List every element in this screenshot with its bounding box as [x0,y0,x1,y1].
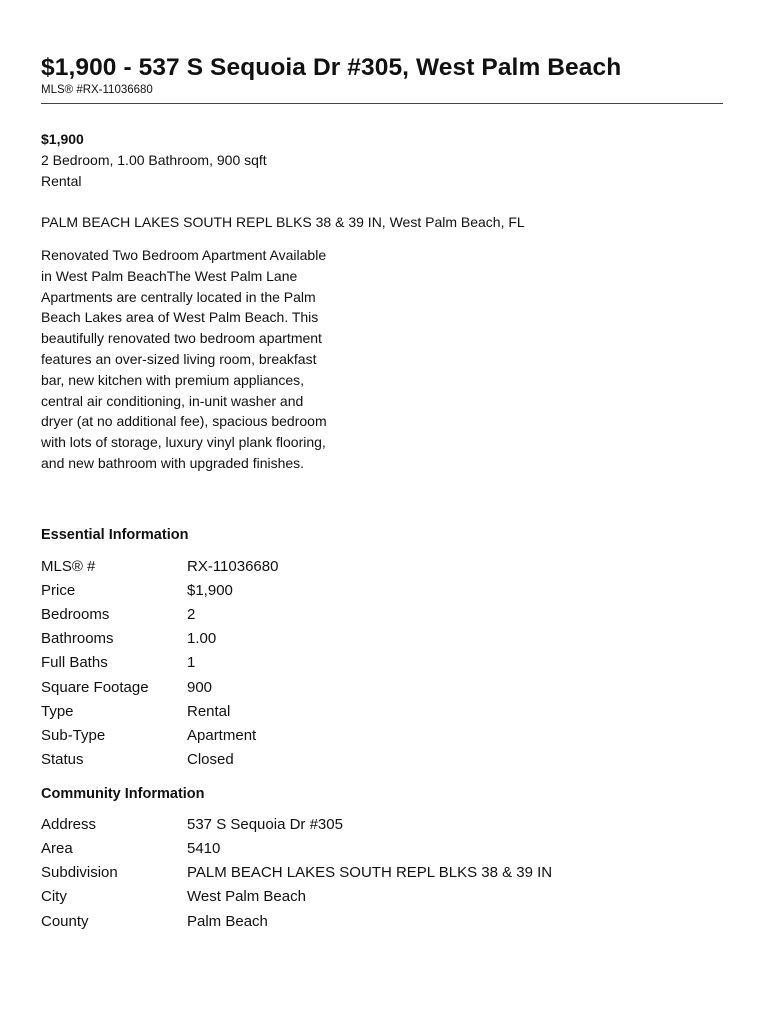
info-label: Price [41,582,76,599]
info-value: Apartment [187,727,257,744]
info-row-status [41,750,723,774]
description-line: central air conditioning, in-unit washer and [41,392,304,409]
info-value: 1 [187,654,196,671]
info-label: Status [41,751,84,768]
description-line: and new bathroom with upgraded finishes. [41,454,305,471]
mls-number-subtitle: MLS® #RX-11036680 [41,84,153,96]
info-value: $1,900 [187,582,233,599]
summary-details: 2 Bedroom, 1.00 Bathroom, 900 sqft [41,152,267,168]
info-label: Sub-Type [41,727,106,744]
description-line: Apartments are centrally located in the Palm [41,288,316,305]
listing-description [41,245,366,474]
info-label: Area [41,840,73,857]
summary-price: $1,900 [41,131,84,147]
info-value: 2 [187,606,196,623]
info-value: Palm Beach [187,913,268,930]
info-row-sub-type [41,726,723,750]
summary-type: Rental [41,173,82,189]
info-value: West Palm Beach [187,888,306,905]
info-row-type [41,702,723,726]
info-label: MLS® # [41,558,96,575]
info-row-subdivision [41,863,723,887]
info-row-bathrooms [41,629,723,653]
page-title: $1,900 - 537 S Sequoia Dr #305, West Palm Beach [41,54,622,81]
info-row-bedrooms [41,605,723,629]
info-value: RX-11036680 [187,558,279,575]
description-line: in West Palm BeachThe West Palm Lane [41,267,298,284]
info-label: Address [41,816,97,833]
info-row-city [41,887,723,911]
essential-info-heading: Essential Information [41,527,189,543]
info-label: Bedrooms [41,606,110,623]
info-value: 537 S Sequoia Dr #305 [187,816,343,833]
info-label: Full Baths [41,654,108,671]
description-line: with lots of storage, luxury vinyl plank flooring, [41,434,326,451]
description-line: dryer (at no additional fee), spacious bedroom [41,413,327,430]
info-label: Square Footage [41,679,149,696]
info-value: 900 [187,679,213,696]
info-label: Subdivision [41,864,118,881]
info-row-county [41,912,723,936]
description-line: Beach Lakes area of West Palm Beach. This [41,309,319,326]
info-value: Rental [187,703,231,720]
community-info-heading: Community Information [41,786,205,802]
header-divider [41,103,723,104]
description-line: beautifully renovated two bedroom apartment [41,330,322,347]
info-row-mls [41,557,723,581]
info-label: City [41,888,67,905]
description-line: bar, new kitchen with premium appliances, [41,371,305,388]
info-row-price [41,581,723,605]
info-row-address [41,815,723,839]
info-row-area [41,839,723,863]
summary-location: PALM BEACH LAKES SOUTH REPL BLKS 38 & 39 IN, West Palm Beach, FL [41,214,525,230]
info-label: Type [41,703,74,720]
info-value: PALM BEACH LAKES SOUTH REPL BLKS 38 & 39 IN [187,864,553,881]
info-row-full-baths [41,653,723,677]
info-label: County [41,913,89,930]
info-value: 5410 [187,840,221,857]
description-line: features an over-sized living room, breakfast [41,350,317,367]
info-value: Closed [187,751,234,768]
description-line: Renovated Two Bedroom Apartment Available [41,247,327,263]
info-row-square-footage [41,678,723,702]
info-label: Bathrooms [41,630,114,647]
info-value: 1.00 [187,630,217,647]
